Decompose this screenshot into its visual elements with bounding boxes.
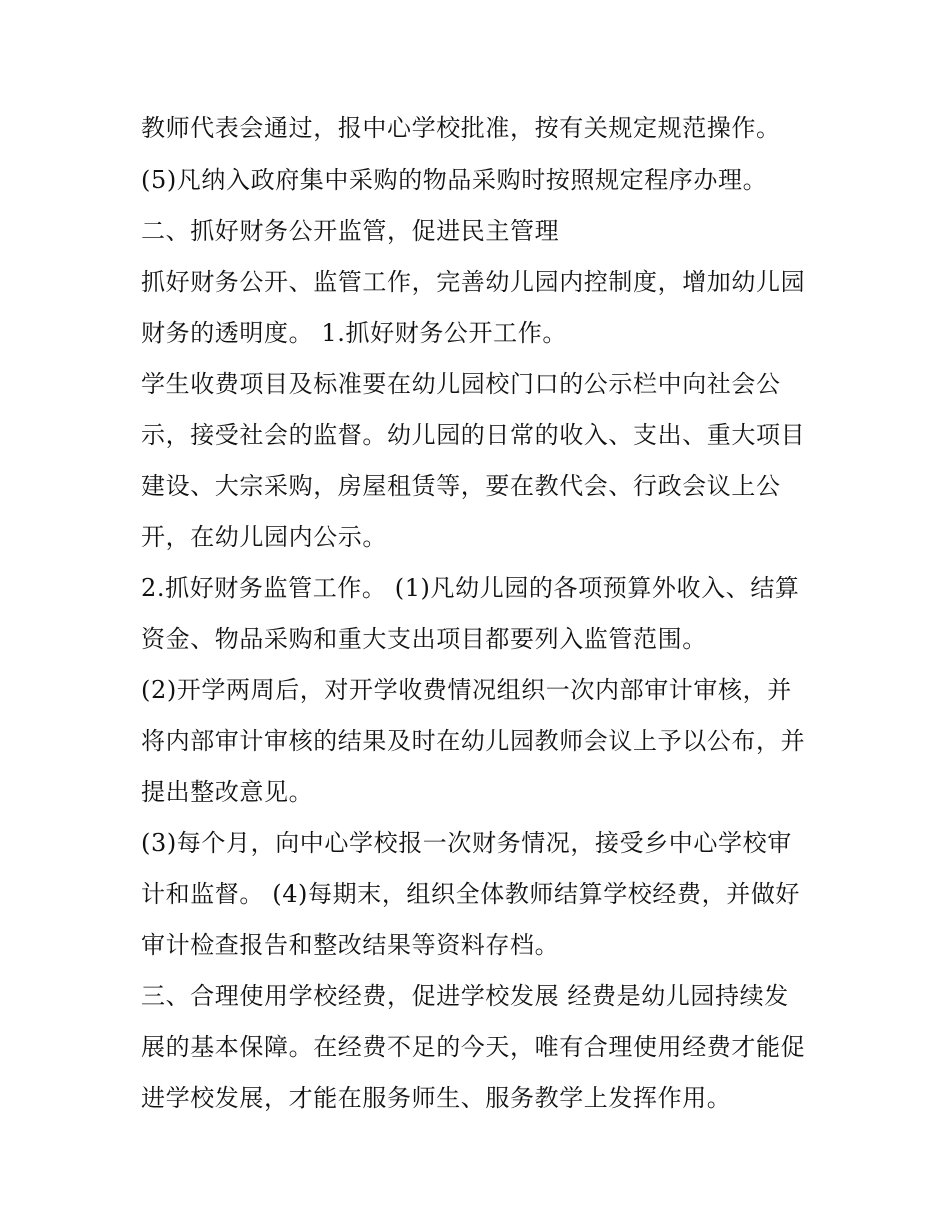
text-line: 开，在幼儿园内公示。 [141, 523, 387, 551]
text-line: (2)开学两周后，对开学收费情况组织一次内部审计审核，并 [141, 676, 792, 704]
section-heading: 二、抓好财务公开监管，促进民主管理 [141, 217, 560, 245]
text-line: 提出整改意见。 [141, 778, 314, 806]
text-line: 资金、物品采购和重大支出项目都要列入监管范围。 [141, 625, 707, 653]
text-line: 将内部审计审核的结果及时在幼儿园教师会议上予以公布，并 [141, 727, 806, 755]
text-line: 示，接受社会的监督。幼儿园的日常的收入、支出、重大项目 [141, 421, 806, 449]
text-line: 财务的透明度。 1.抓好财务公开工作。 [141, 319, 567, 347]
text-line: 审计检查报告和整改结果等资料存档。 [141, 931, 560, 959]
text-line: 学生收费项目及标准要在幼儿园校门口的公示栏中向社会公 [141, 370, 781, 398]
text-line: 教师代表会通过，报中心学校批准，按有关规定规范操作。 [141, 114, 781, 142]
text-line: 进学校发展，才能在服务师生、服务教学上发挥作用。 [141, 1084, 732, 1112]
text-line: (5)凡纳入政府集中采购的物品采购时按照规定程序办理。 [141, 166, 768, 194]
section-heading: 三、合理使用学校经费，促进学校发展 经费是幼儿园持续发 [141, 982, 789, 1010]
text-line: 展的基本保障。在经费不足的今天，唯有合理使用经费才能促 [141, 1033, 806, 1061]
text-line: 2.抓好财务监管工作。 (1)凡幼儿园的各项预算外收入、结算 [141, 574, 800, 602]
text-line: 计和监督。 (4)每期末，组织全体教师结算学校经费，并做好 [141, 880, 801, 908]
text-line: 建设、大宗采购，房屋租赁等，要在教代会、行政会议上公 [141, 472, 781, 500]
text-line: (3)每个月，向中心学校报一次财务情况，接受乡中心学校审 [141, 829, 792, 857]
text-line: 抓好财务公开、监管工作，完善幼儿园内控制度，增加幼儿园 [141, 268, 806, 296]
